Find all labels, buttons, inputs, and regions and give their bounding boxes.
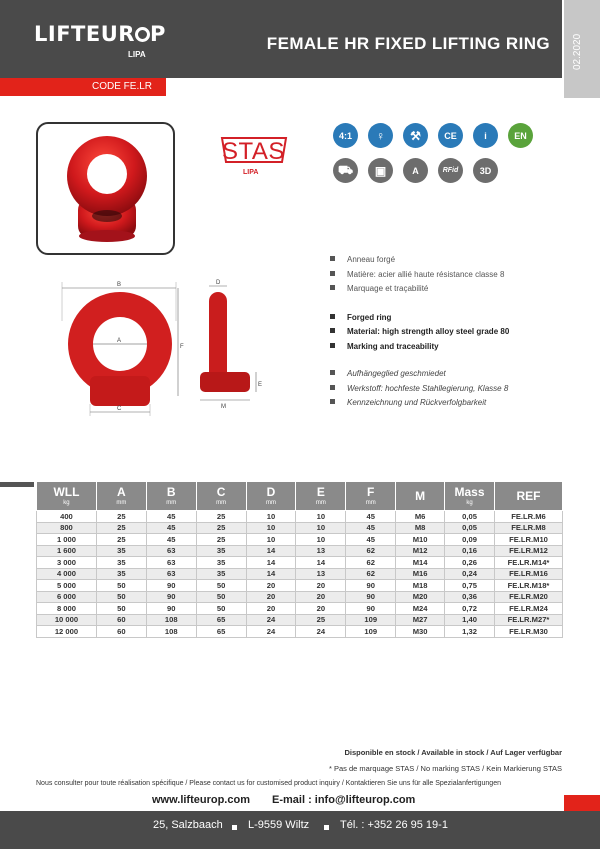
table-cell: 20	[296, 580, 346, 592]
product-photo	[38, 124, 173, 253]
ratio-4-1-icon: 4:1	[333, 123, 358, 148]
bullet-en-3: Marking and traceability	[330, 342, 439, 351]
table-cell: 20	[296, 591, 346, 603]
footer-bar	[0, 811, 600, 849]
table-accent-bar	[0, 482, 34, 487]
table-cell: FE.LR.M24	[495, 603, 563, 615]
table-cell: M16	[396, 568, 445, 580]
table-row	[37, 614, 563, 626]
custom-inquiry-note: Nous consulter pour toute réalisation spécifique / Please contact us for customised product inquiry / Kontaktieren Sie uns für alle Spezialanfertigungen	[36, 780, 501, 787]
table-row	[37, 591, 563, 603]
table-cell: 25	[96, 534, 146, 546]
table-cell: 14	[246, 557, 296, 569]
table-cell: 0,16	[445, 545, 495, 557]
footer-city: L-9559 Wiltz	[248, 819, 310, 831]
table-cell: M12	[396, 545, 445, 557]
table-cell: 25	[96, 511, 146, 523]
date-label: 02.2020	[572, 33, 583, 70]
table-cell: 65	[196, 614, 246, 626]
table-cell: 60	[96, 614, 146, 626]
table-cell: 0,75	[445, 580, 495, 592]
table-cell: 14	[296, 557, 346, 569]
footer-phone: Tél. : +352 26 95 19-1	[340, 819, 448, 831]
table-cell: 50	[96, 603, 146, 615]
website-link[interactable]: www.lifteurop.com	[152, 794, 250, 806]
footer-street: 25, Salzbaach	[153, 819, 223, 831]
table-cell: 45	[346, 522, 396, 534]
table-cell: FE.LR.M18*	[495, 580, 563, 592]
table-cell: 90	[146, 580, 196, 592]
table-cell: 0,72	[445, 603, 495, 615]
forged-anvil-icon: ⚒	[403, 123, 428, 148]
table-cell: 0,05	[445, 511, 495, 523]
table-cell: FE.LR.M8	[495, 522, 563, 534]
bullet-de-2: Werkstoff: hochfeste Stahllegierung, Klasse 8	[330, 384, 508, 393]
table-cell: 12 000	[37, 626, 97, 638]
header-bar	[0, 0, 562, 78]
table-cell: 10	[246, 522, 296, 534]
table-cell: 800	[37, 522, 97, 534]
bullet-square-icon	[330, 314, 335, 319]
table-cell: 1,32	[445, 626, 495, 638]
table-cell: 62	[346, 545, 396, 557]
table-cell: 109	[346, 614, 396, 626]
no-marking-note: * Pas de marquage STAS / No marking STAS / Kein Markierung STAS	[328, 764, 562, 773]
table-cell: 50	[196, 603, 246, 615]
3d-model-icon: 3D	[473, 158, 498, 183]
col-wll: WLL kg	[37, 482, 97, 511]
table-cell: FE.LR.M16	[495, 568, 563, 580]
page-title: FEMALE HR FIXED LIFTING RING	[266, 34, 550, 53]
bullet-fr-2: Matière: acier allié haute résistance classe 8	[330, 270, 504, 279]
table-cell: 63	[146, 568, 196, 580]
table-cell: 5 000	[37, 580, 97, 592]
table-cell: 13	[296, 568, 346, 580]
table-cell: 20	[246, 580, 296, 592]
bullet-square-icon	[330, 343, 335, 348]
table-cell: FE.LR.M10	[495, 534, 563, 546]
table-cell: FE.LR.M30	[495, 626, 563, 638]
table-cell: 45	[146, 522, 196, 534]
table-cell: 25	[296, 614, 346, 626]
table-cell: 108	[146, 614, 196, 626]
table-cell: 35	[96, 545, 146, 557]
bullet-square-icon	[330, 370, 335, 375]
table-cell: 35	[196, 545, 246, 557]
col-ref: REF	[495, 482, 563, 511]
dim-label-b: B	[117, 282, 122, 288]
table-cell: 10	[296, 534, 346, 546]
table-cell: 24	[296, 626, 346, 638]
table-cell: 62	[346, 568, 396, 580]
col-m: M	[396, 482, 445, 511]
table-row	[37, 568, 563, 580]
table-cell: 400	[37, 511, 97, 523]
spec-table	[36, 481, 563, 638]
table-cell: 24	[246, 626, 296, 638]
stock-note: Disponible en stock / Available in stock / Auf Lager verfügbar	[344, 748, 562, 757]
table-cell: 109	[346, 626, 396, 638]
table-cell: 90	[346, 603, 396, 615]
table-cell: 20	[246, 591, 296, 603]
table-cell: 45	[146, 511, 196, 523]
table-cell: 62	[346, 557, 396, 569]
table-cell: 90	[146, 603, 196, 615]
table-cell: 35	[196, 568, 246, 580]
en-standard-icon: EN	[508, 123, 533, 148]
table-cell: 10	[296, 522, 346, 534]
table-cell: 50	[196, 591, 246, 603]
dim-label-e: E	[258, 382, 263, 388]
col-d: D mm	[246, 482, 296, 511]
table-cell: 25	[96, 522, 146, 534]
table-row	[37, 603, 563, 615]
col-f: F mm	[346, 482, 396, 511]
table-cell: 1,40	[445, 614, 495, 626]
table-cell: 65	[196, 626, 246, 638]
bullet-square-icon	[330, 399, 335, 404]
mobile-app-icon: A	[403, 158, 428, 183]
table-cell: 20	[246, 603, 296, 615]
table-row	[37, 511, 563, 523]
stas-logo-text: STAS	[222, 138, 285, 165]
table-cell: 0,05	[445, 522, 495, 534]
table-cell: 63	[146, 545, 196, 557]
side-view-drawing	[196, 276, 266, 421]
table-cell: 20	[296, 603, 346, 615]
table-cell: M8	[396, 522, 445, 534]
logo-text-left: LIFTEUR	[34, 22, 135, 46]
table-cell: 6 000	[37, 591, 97, 603]
table-cell: 35	[196, 557, 246, 569]
table-cell: M18	[396, 580, 445, 592]
table-cell: M14	[396, 557, 445, 569]
delivery-truck-icon: ⛟	[333, 158, 358, 183]
table-cell: 13	[296, 545, 346, 557]
table-cell: 0,36	[445, 591, 495, 603]
table-cell: M30	[396, 626, 445, 638]
table-cell: 50	[96, 580, 146, 592]
table-row	[37, 580, 563, 592]
bullet-de-3: Kennzeichnung und Rückverfolgbarkeit	[330, 398, 486, 407]
table-cell: 3 000	[37, 557, 97, 569]
table-cell: 4 000	[37, 568, 97, 580]
table-cell: FE.LR.M6	[495, 511, 563, 523]
table-cell: 50	[196, 580, 246, 592]
table-row	[37, 557, 563, 569]
bullet-fr-1: Anneau forgé	[330, 255, 395, 264]
table-row	[37, 626, 563, 638]
bullet-en-1: Forged ring	[330, 313, 391, 322]
table-cell: 50	[96, 591, 146, 603]
table-cell: FE.LR.M12	[495, 545, 563, 557]
col-a: A mm	[96, 482, 146, 511]
bullet-square-icon	[330, 328, 335, 333]
logo-ring-icon	[135, 27, 150, 42]
footer-red-tab	[564, 795, 600, 811]
table-cell: 108	[146, 626, 196, 638]
bullet-fr-3: Marquage et traçabilité	[330, 284, 428, 293]
stas-logo-sub: LIPA	[243, 169, 259, 176]
footer-separator-icon	[324, 825, 329, 830]
bullet-square-icon	[330, 256, 335, 261]
logo-text-right: P	[149, 22, 166, 46]
dim-label-d: D	[216, 280, 221, 286]
table-cell: 25	[196, 522, 246, 534]
table-cell: 0,26	[445, 557, 495, 569]
table-cell: 25	[196, 511, 246, 523]
table-cell: 90	[146, 591, 196, 603]
rfid-icon: RFid	[438, 158, 463, 183]
table-cell: 10	[246, 511, 296, 523]
manual-book-icon: i	[473, 123, 498, 148]
table-body	[37, 511, 563, 638]
dim-label-m: M	[221, 404, 226, 410]
lifteurop-logo	[34, 22, 166, 46]
table-cell: M27	[396, 614, 445, 626]
table-cell: FE.LR.M20	[495, 591, 563, 603]
col-e: E mm	[296, 482, 346, 511]
ce-mark-icon: CE	[438, 123, 463, 148]
col-c: C mm	[196, 482, 246, 511]
table-row	[37, 522, 563, 534]
front-view-drawing	[58, 276, 188, 421]
bullet-en-2: Material: high strength alloy steel grade 80	[330, 327, 509, 336]
product-code: CODE FE.LR	[92, 81, 153, 92]
table-cell: 14	[246, 568, 296, 580]
table-cell: 10 000	[37, 614, 97, 626]
table-cell: M6	[396, 511, 445, 523]
table-cell: M20	[396, 591, 445, 603]
table-header-row	[37, 482, 563, 511]
table-cell: 25	[196, 534, 246, 546]
table-cell: 45	[346, 534, 396, 546]
dim-label-c: C	[117, 406, 122, 412]
bullet-square-icon	[330, 271, 335, 276]
table-cell: 0,09	[445, 534, 495, 546]
col-b: B mm	[146, 482, 196, 511]
table-cell: 63	[146, 557, 196, 569]
package-box-icon: ▣	[368, 158, 393, 183]
product-photo-frame	[36, 122, 175, 255]
table-cell: 45	[346, 511, 396, 523]
bullet-square-icon	[330, 385, 335, 390]
table-cell: 90	[346, 591, 396, 603]
bullet-de-1: Aufhängeglied geschmiedet	[330, 369, 446, 378]
table-cell: 1 600	[37, 545, 97, 557]
table-cell: 10	[246, 534, 296, 546]
dim-label-f: F	[180, 344, 184, 350]
footer-separator-icon	[232, 825, 237, 830]
table-cell: FE.LR.M14*	[495, 557, 563, 569]
table-cell: 60	[96, 626, 146, 638]
logo-sub: LIPA	[128, 50, 146, 59]
female-thread-icon: ♀	[368, 123, 393, 148]
web-contact-line	[152, 794, 415, 806]
dim-label-a: A	[117, 338, 122, 344]
table-row	[37, 545, 563, 557]
table-cell: M10	[396, 534, 445, 546]
table-cell: 1 000	[37, 534, 97, 546]
table-cell: M24	[396, 603, 445, 615]
table-cell: 8 000	[37, 603, 97, 615]
table-cell: 90	[346, 580, 396, 592]
table-cell: 10	[296, 511, 346, 523]
bullet-square-icon	[330, 285, 335, 290]
col-mass: Mass kg	[445, 482, 495, 511]
table-cell: 24	[246, 614, 296, 626]
table-cell: 35	[96, 568, 146, 580]
table-cell: 0,24	[445, 568, 495, 580]
table-cell: 35	[96, 557, 146, 569]
table-row	[37, 534, 563, 546]
table-cell: 45	[146, 534, 196, 546]
table-cell: 14	[246, 545, 296, 557]
table-cell: FE.LR.M27*	[495, 614, 563, 626]
email-link[interactable]: E-mail : info@lifteurop.com	[272, 794, 416, 806]
